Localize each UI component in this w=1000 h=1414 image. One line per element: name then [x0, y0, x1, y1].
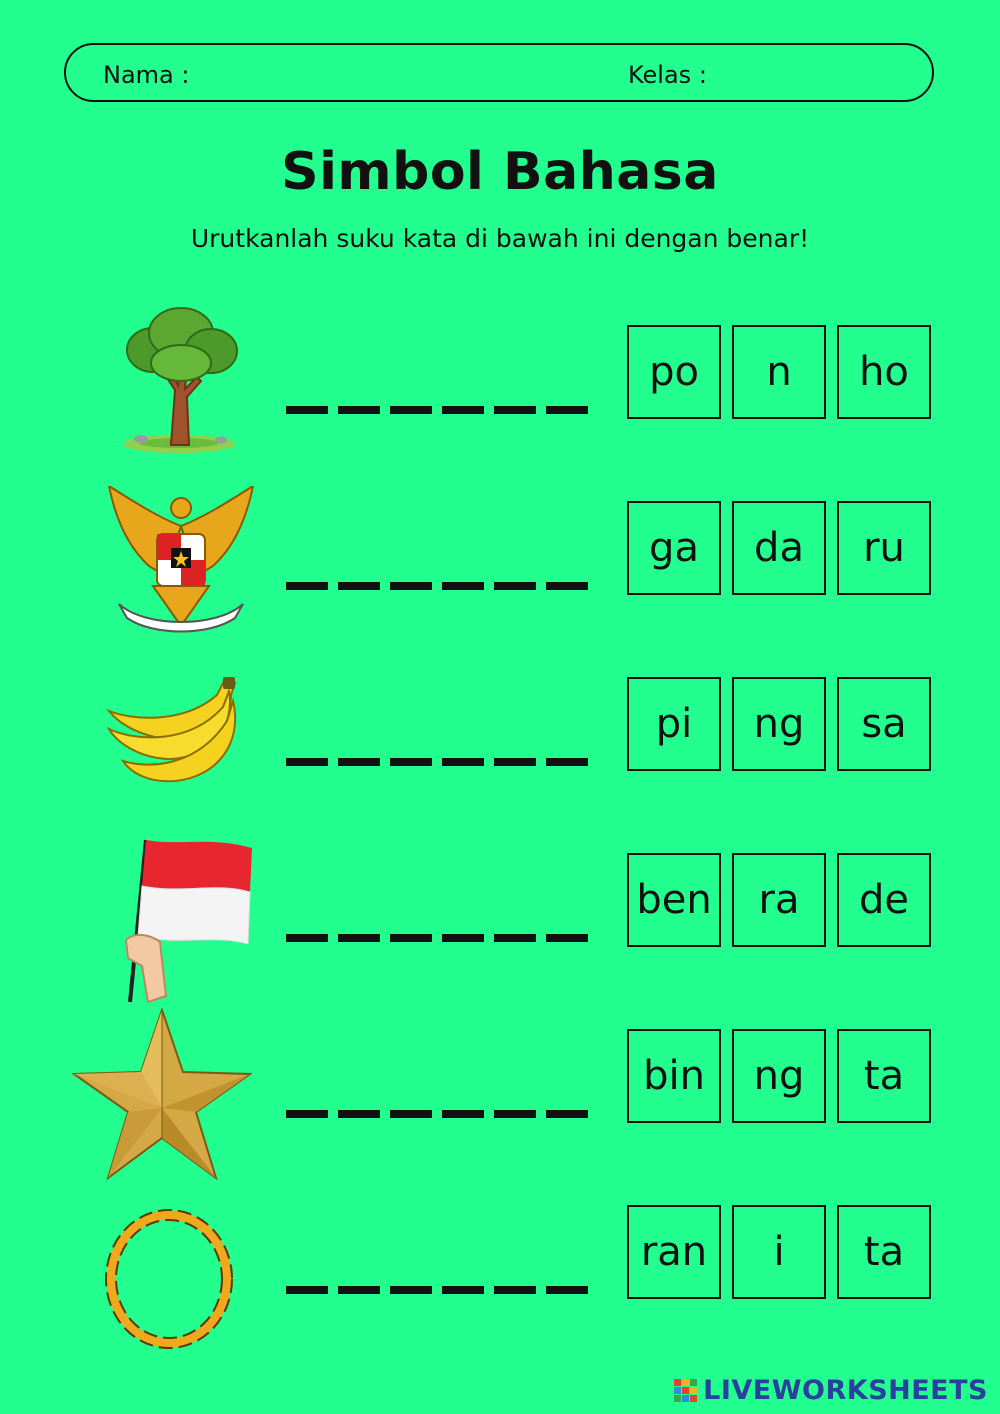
syllable-box[interactable]: ng	[732, 1029, 826, 1123]
syllable-box[interactable]: ta	[837, 1205, 931, 1299]
instruction-text: Urutkanlah suku kata di bawah ini dengan benar!	[190, 224, 810, 253]
syllable-box[interactable]: ng	[732, 677, 826, 771]
syllable-box[interactable]: ran	[627, 1205, 721, 1299]
syllable-box[interactable]: ru	[837, 501, 931, 595]
syllable-box[interactable]: sa	[837, 677, 931, 771]
syllable-box[interactable]: ho	[837, 325, 931, 419]
star-icon	[72, 1008, 252, 1180]
syllable-box[interactable]: po	[627, 325, 721, 419]
syllable-box[interactable]: da	[732, 501, 826, 595]
chain-icon	[98, 1204, 240, 1354]
syllable-box[interactable]: i	[732, 1205, 826, 1299]
answer-blank[interactable]	[286, 582, 598, 590]
answer-blank[interactable]	[286, 758, 598, 766]
exercise-row-2	[0, 476, 1000, 606]
banana-icon	[105, 677, 245, 792]
tree-icon	[115, 305, 250, 455]
page-title: Simbol Bahasa	[281, 142, 719, 202]
answer-blank[interactable]	[286, 1286, 598, 1294]
name-label: Nama :	[103, 61, 190, 89]
answer-blank[interactable]	[286, 934, 598, 942]
syllable-box[interactable]: ben	[627, 853, 721, 947]
syllable-box[interactable]: ta	[837, 1029, 931, 1123]
watermark-text: LIVEWORKSHEETS	[703, 1374, 988, 1406]
syllable-box[interactable]: de	[837, 853, 931, 947]
syllable-box[interactable]: pi	[627, 677, 721, 771]
syllable-box[interactable]: ga	[627, 501, 721, 595]
garuda-icon	[105, 486, 257, 646]
logo-mark-icon	[674, 1379, 697, 1402]
class-label: Kelas :	[628, 61, 707, 89]
student-info-box	[64, 43, 934, 102]
syllable-box[interactable]: ra	[732, 853, 826, 947]
flag-icon	[120, 836, 255, 1006]
exercise-row-4	[0, 828, 1000, 958]
exercise-row-6	[0, 1180, 1000, 1310]
exercise-row-1	[0, 300, 1000, 430]
syllable-box[interactable]: bin	[627, 1029, 721, 1123]
syllable-box[interactable]: n	[732, 325, 826, 419]
exercise-row-5	[0, 1004, 1000, 1134]
answer-blank[interactable]	[286, 1110, 598, 1118]
answer-blank[interactable]	[286, 406, 598, 414]
exercise-row-3	[0, 652, 1000, 782]
liveworksheets-logo	[674, 1376, 988, 1404]
